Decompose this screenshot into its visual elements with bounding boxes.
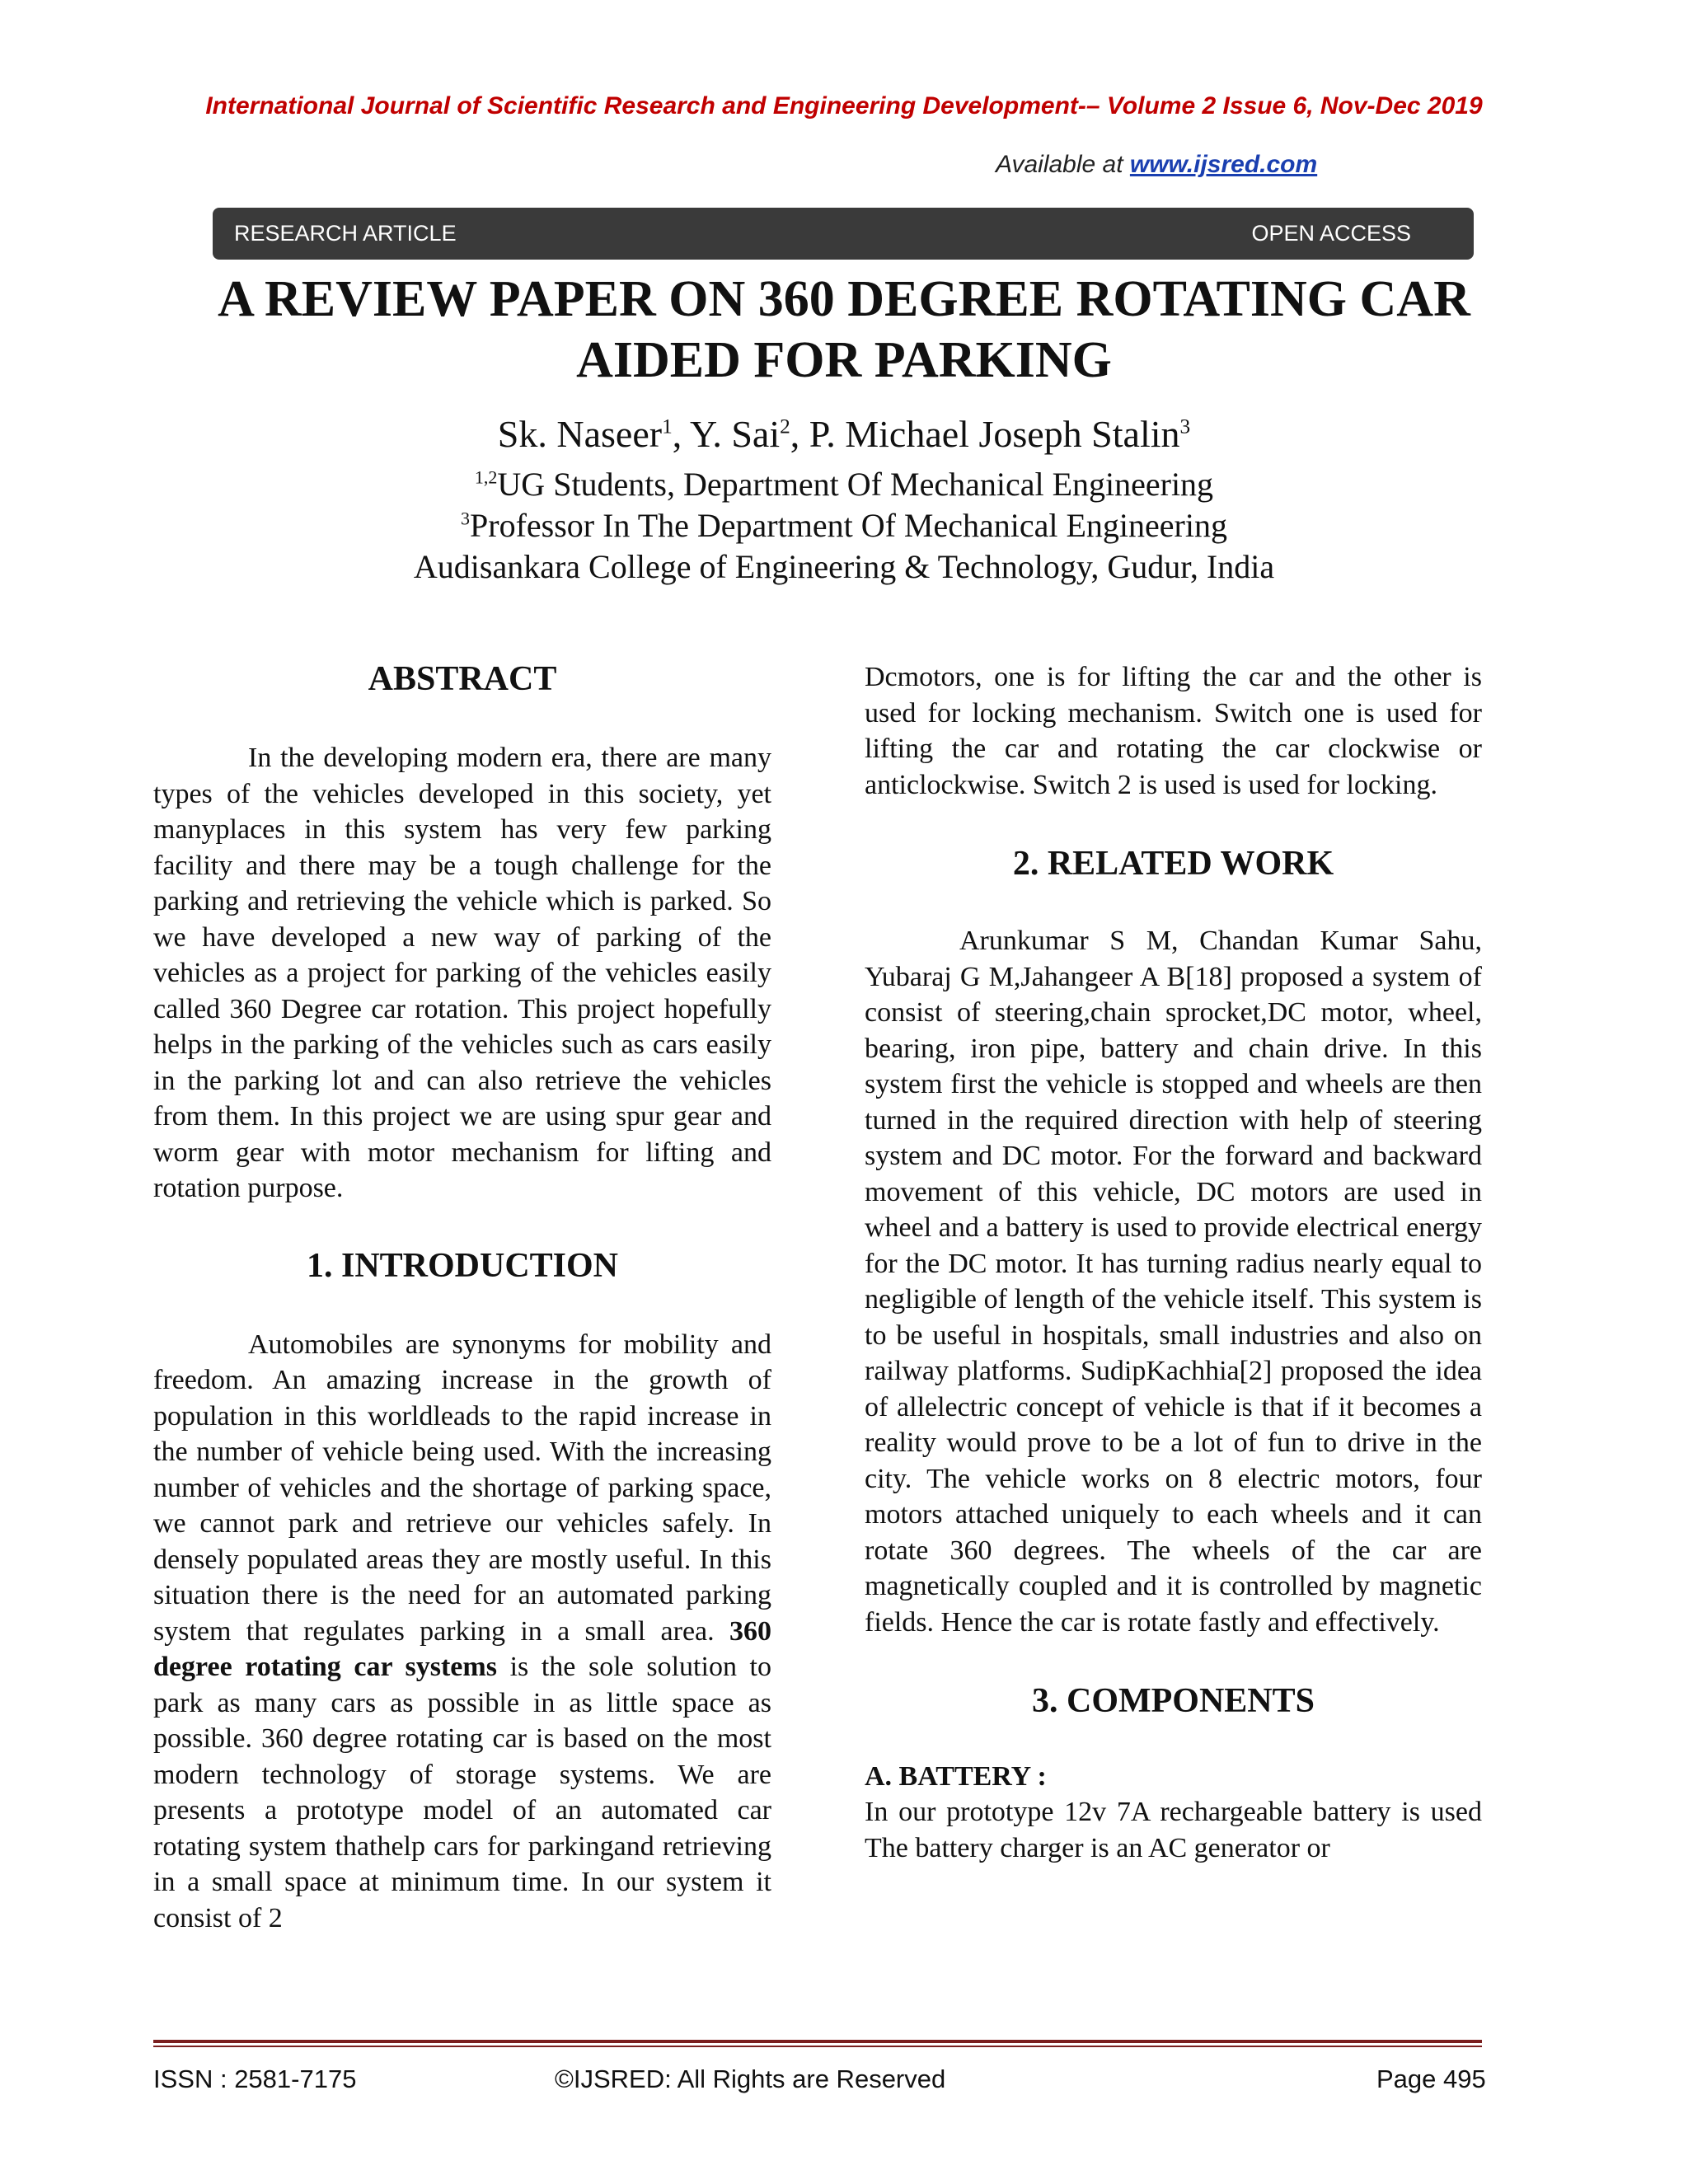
- footer-rule-thin: [153, 2046, 1482, 2047]
- journal-header: International Journal of Scientific Research and Engineering Development-– Volume 2 Issue 6, Nov-Dec 2019: [205, 92, 1483, 120]
- research-article-label: RESEARCH ARTICLE: [234, 221, 457, 246]
- article-type-banner: [213, 208, 1474, 260]
- right-column: [865, 659, 1482, 1866]
- author-2: , Y. Sai: [672, 413, 781, 455]
- author-1: Sk. Naseer: [497, 413, 663, 455]
- availability-line: [996, 151, 1317, 179]
- footer-copyright: ©IJSRED: All Rights are Reserved: [555, 2064, 946, 2093]
- affiliation-1: [0, 465, 1688, 504]
- introduction-text: [153, 1327, 771, 1937]
- introduction-bold-phrase: 360 degree rotating car systems: [153, 1615, 771, 1682]
- left-column: [153, 659, 771, 1936]
- author-3-sup: 3: [1179, 415, 1191, 438]
- author-2-sup: 2: [780, 415, 790, 438]
- abstract-text: In the developing modern era, there are many types of the vehicles developed in this society, yet manyplaces in this system has very few parking facility and there may be a tough challenge for the parking and retrieving the vehicle which is parked. So we have developed a new way of parking of the vehicles as a project for parking of the vehicles easily called 360 Degree car rotation. This project hopefully helps in the parking of the vehicles such as cars easily in the parking lot and can also retrieve the vehicles from them. In this project we are using spur gear and worm gear with motor mechanism for lifting and rotation purpose.: [153, 743, 771, 1203]
- battery-text: In our prototype 12v 7A rechargeable battery is used The battery charger is an AC generator or: [865, 1797, 1482, 1863]
- affiliation-1-sup: 1,2: [474, 466, 498, 488]
- open-access-label: OPEN ACCESS: [1251, 221, 1411, 246]
- journal-website-link[interactable]: www.ijsred.com: [1129, 151, 1318, 178]
- paper-title-line-2: AIDED FOR PARKING: [576, 332, 1112, 388]
- footer-page-number: Page 495: [1376, 2064, 1486, 2093]
- affiliation-2: [0, 506, 1688, 545]
- available-prefix: Available at: [996, 151, 1130, 178]
- introduction-text-part-2: is the sole solution to park as many cars as possible in as little space as possible. 360 degree rotating car is based on the most modern technology of storage systems. We are presents a prototype model of an automated car rotating system thathelp cars for parkingand retrieving in a small space at minimum time. In our system it consist of 2: [153, 1652, 772, 1933]
- footer-rule-thick: [153, 2040, 1482, 2043]
- introduction-heading: 1. INTRODUCTION: [306, 1246, 619, 1285]
- affiliation-2-text: Professor In The Department Of Mechanical Engineering: [470, 507, 1227, 544]
- affiliation-1-text: UG Students, Department Of Mechanical Engineering: [497, 466, 1214, 503]
- abstract-heading: ABSTRACT: [368, 660, 557, 698]
- author-3: , P. Michael Joseph Stalin: [790, 413, 1180, 455]
- battery-subheading: A. BATTERY :: [865, 1761, 1047, 1792]
- affiliation-2-sup: 3: [461, 508, 471, 529]
- paper-title-line-1: A REVIEW PAPER ON 360 DEGREE ROTATING CAR: [218, 271, 1470, 327]
- introduction-continued-text: Dcmotors, one is for lifting the car and the other is used for locking mechanism. Switch one is used for lifting the car and rotating the car clockwise or anticlockwise. Switch 2 is used is used for locking.: [865, 662, 1482, 800]
- related-work-heading: 2. RELATED WORK: [1012, 845, 1334, 883]
- related-work-text: Arunkumar S M, Chandan Kumar Sahu, Yubaraj G M,Jahangeer A B[18] proposed a system of consist of steering,chain sprocket,DC motor, wheel, bearing, iron pipe, battery and chain drive. In this system first the vehicle is stopped and wheels are then turned in the required direction with help of steering system and DC motor. For the forward and backward movement of this vehicle, DC motors are used in wheel and a battery is used to provide electrical energy for the DC motor. It has turning radius nearly equal to negligible of length of the vehicle itself. This system is to be useful in hospitals, small industries and also on railway platforms. SudipKachhia[2] proposed the idea of allelectric concept of vehicle is that if it becomes a reality would prove to be a lot of fun to drive in the city. The vehicle works on 8 electric motors, four motors attached uniquely to each wheels and it can rotate 360 degrees. The wheels of the car are magnetically coupled and it is controlled by magnetic fields. Hence the car is rotate fastly and effectively.: [865, 926, 1482, 1638]
- components-heading: 3. COMPONENTS: [1031, 1682, 1315, 1720]
- introduction-text-part-1: Automobiles are synonyms for mobility and freedom. An amazing increase in the growth of population in this worldleads to the rapid increase in the number of vehicle being used. With the increasing number of vehicles and the shortage of parking space, we cannot park and retrieve our vehicles safely. In densely populated areas they are mostly useful. In this situation there is the need for an automated parking system that regulates parking in a small area.: [153, 1329, 771, 1647]
- affiliation-3: Audisankara College of Engineering & Technology, Gudur, India: [413, 548, 1275, 585]
- author-list: [0, 412, 1688, 456]
- paper-title: [99, 269, 1589, 391]
- author-1-sup: 1: [662, 415, 673, 438]
- footer-issn: ISSN : 2581-7175: [153, 2064, 357, 2093]
